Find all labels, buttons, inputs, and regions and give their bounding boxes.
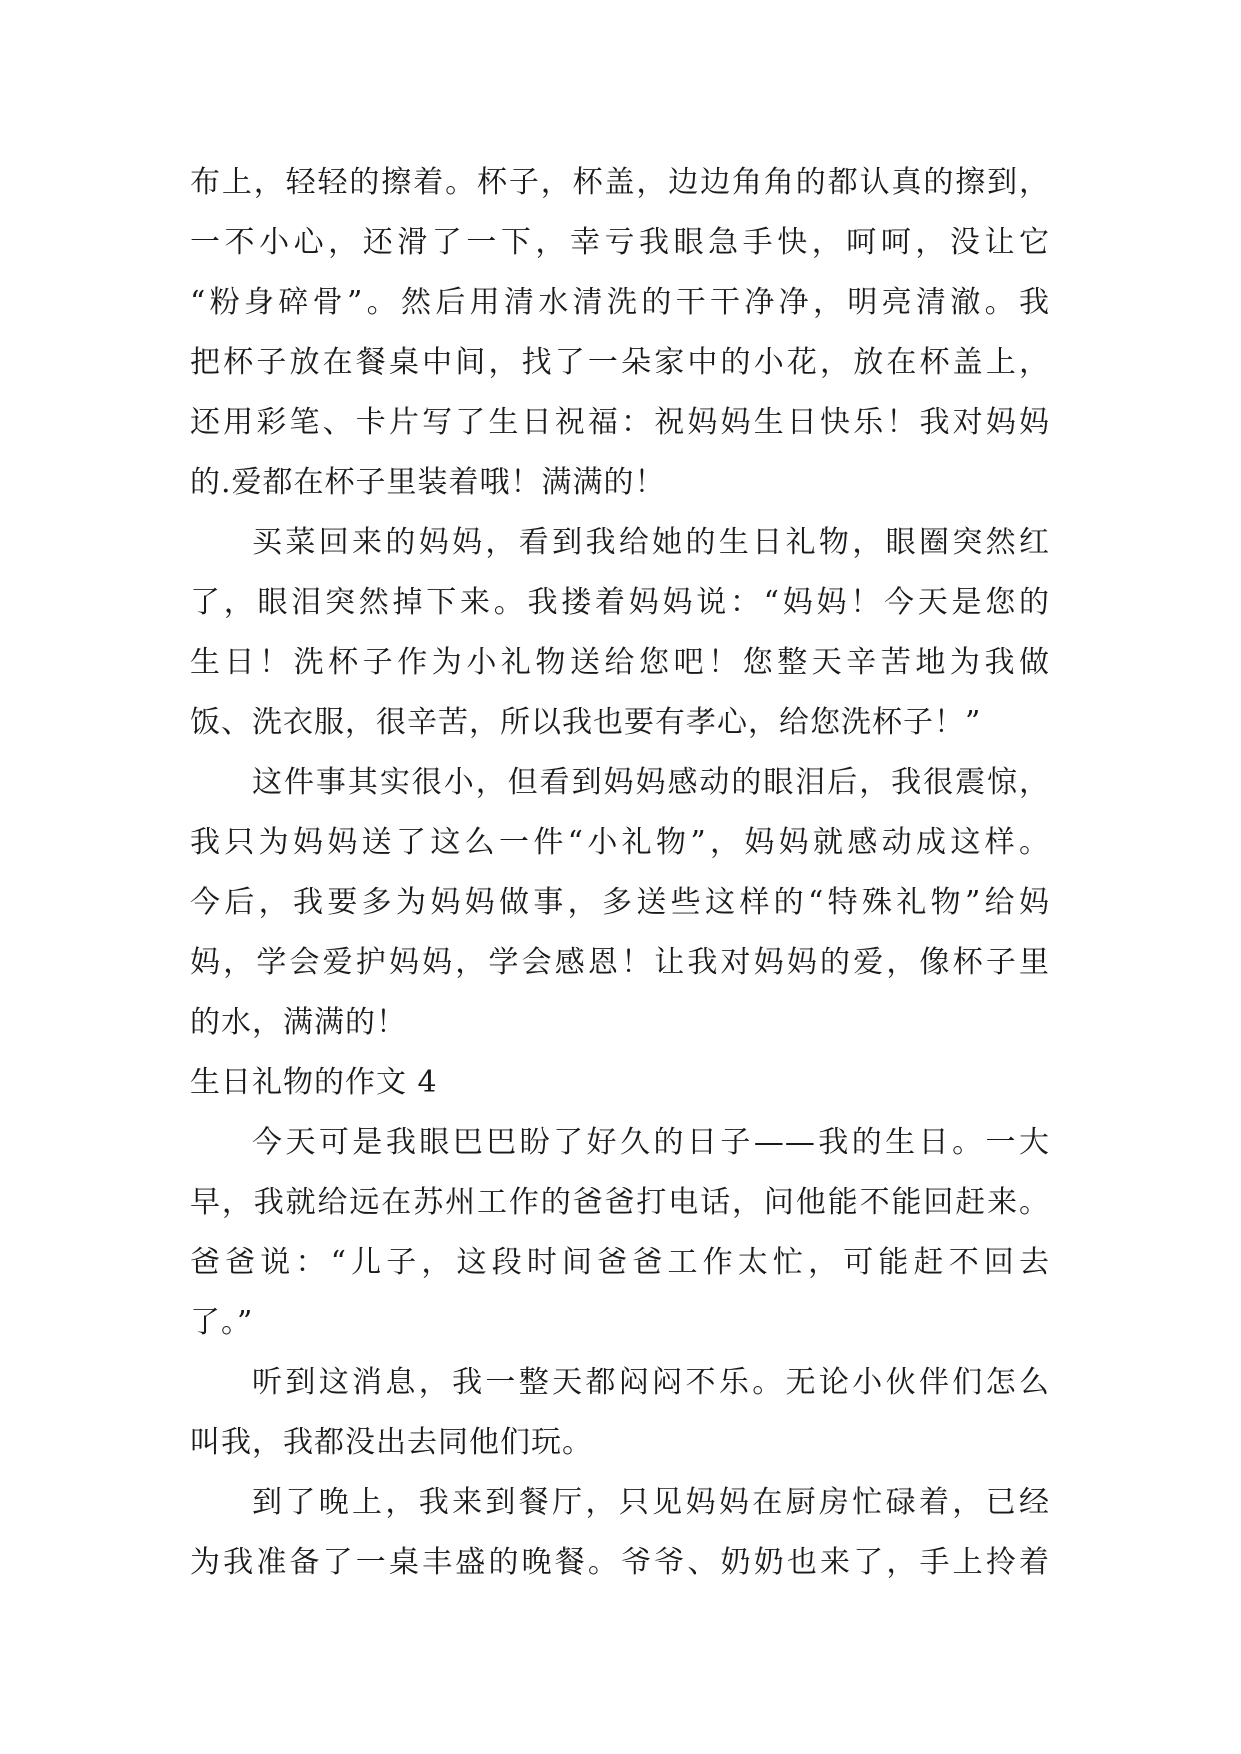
paragraph-first-line: 今天可是我眼巴巴盼了好久的日子——我的生日。一大 bbox=[252, 1125, 1050, 1160]
paragraph-first-line: 这件事其实很小，但看到妈妈感动的眼泪后，我很震惊， bbox=[252, 765, 1050, 800]
text-line: 了。” bbox=[190, 1305, 254, 1340]
text-line: 一不小心，还滑了一下，幸亏我眼急手快，呵呵，没让它 bbox=[190, 225, 1050, 260]
text-line: 生日！洗杯子作为小礼物送给您吧！您整天辛苦地为我做 bbox=[190, 645, 1050, 680]
text-line: 今后，我要多为妈妈做事，多送些这样的“特殊礼物”给妈 bbox=[190, 885, 1050, 920]
text-line: 早，我就给远在苏州工作的爸爸打电话，问他能不能回赶来。 bbox=[190, 1185, 1050, 1220]
text-line: 的.爱都在杯子里装着哦！满满的！ bbox=[190, 465, 666, 500]
text-line: 爸爸说：“儿子，这段时间爸爸工作太忙，可能赶不回去 bbox=[190, 1245, 1050, 1280]
text-line: 我只为妈妈送了这么一件“小礼物”，妈妈就感动成这样。 bbox=[190, 825, 1050, 860]
text-line: “粉身碎骨”。然后用清水清洗的干干净净，明亮清澈。我 bbox=[190, 285, 1050, 320]
text-line: 叫我，我都没出去同他们玩。 bbox=[190, 1425, 593, 1460]
paragraph-first-line: 听到这消息，我一整天都闷闷不乐。无论小伙伴们怎么 bbox=[252, 1365, 1050, 1400]
paragraph-first-line: 买菜回来的妈妈，看到我给她的生日礼物，眼圈突然红 bbox=[252, 525, 1050, 560]
text-line: 为我准备了一桌丰盛的晚餐。爷爷、奶奶也来了，手上拎着 bbox=[190, 1545, 1050, 1580]
text-line: 还用彩笔、卡片写了生日祝福：祝妈妈生日快乐！我对妈妈 bbox=[190, 405, 1050, 440]
text-line: 的水，满满的！ bbox=[190, 1005, 407, 1040]
section-heading: 生日礼物的作文 4 bbox=[190, 1065, 438, 1100]
text-line: 布上，轻轻的擦着。杯子，杯盖，边边角角的都认真的擦到， bbox=[190, 165, 1050, 200]
text-line: 饭、洗衣服，很辛苦，所以我也要有孝心，给您洗杯子！” bbox=[190, 705, 982, 740]
paragraph-first-line: 到了晚上，我来到餐厅，只见妈妈在厨房忙碌着，已经 bbox=[252, 1485, 1050, 1520]
text-line: 妈，学会爱护妈妈，学会感恩！让我对妈妈的爱，像杯子里 bbox=[190, 945, 1050, 980]
text-line: 了，眼泪突然掉下来。我搂着妈妈说：“妈妈！今天是您的 bbox=[190, 585, 1050, 620]
text-line: 把杯子放在餐桌中间，找了一朵家中的小花，放在杯盖上， bbox=[190, 345, 1050, 380]
